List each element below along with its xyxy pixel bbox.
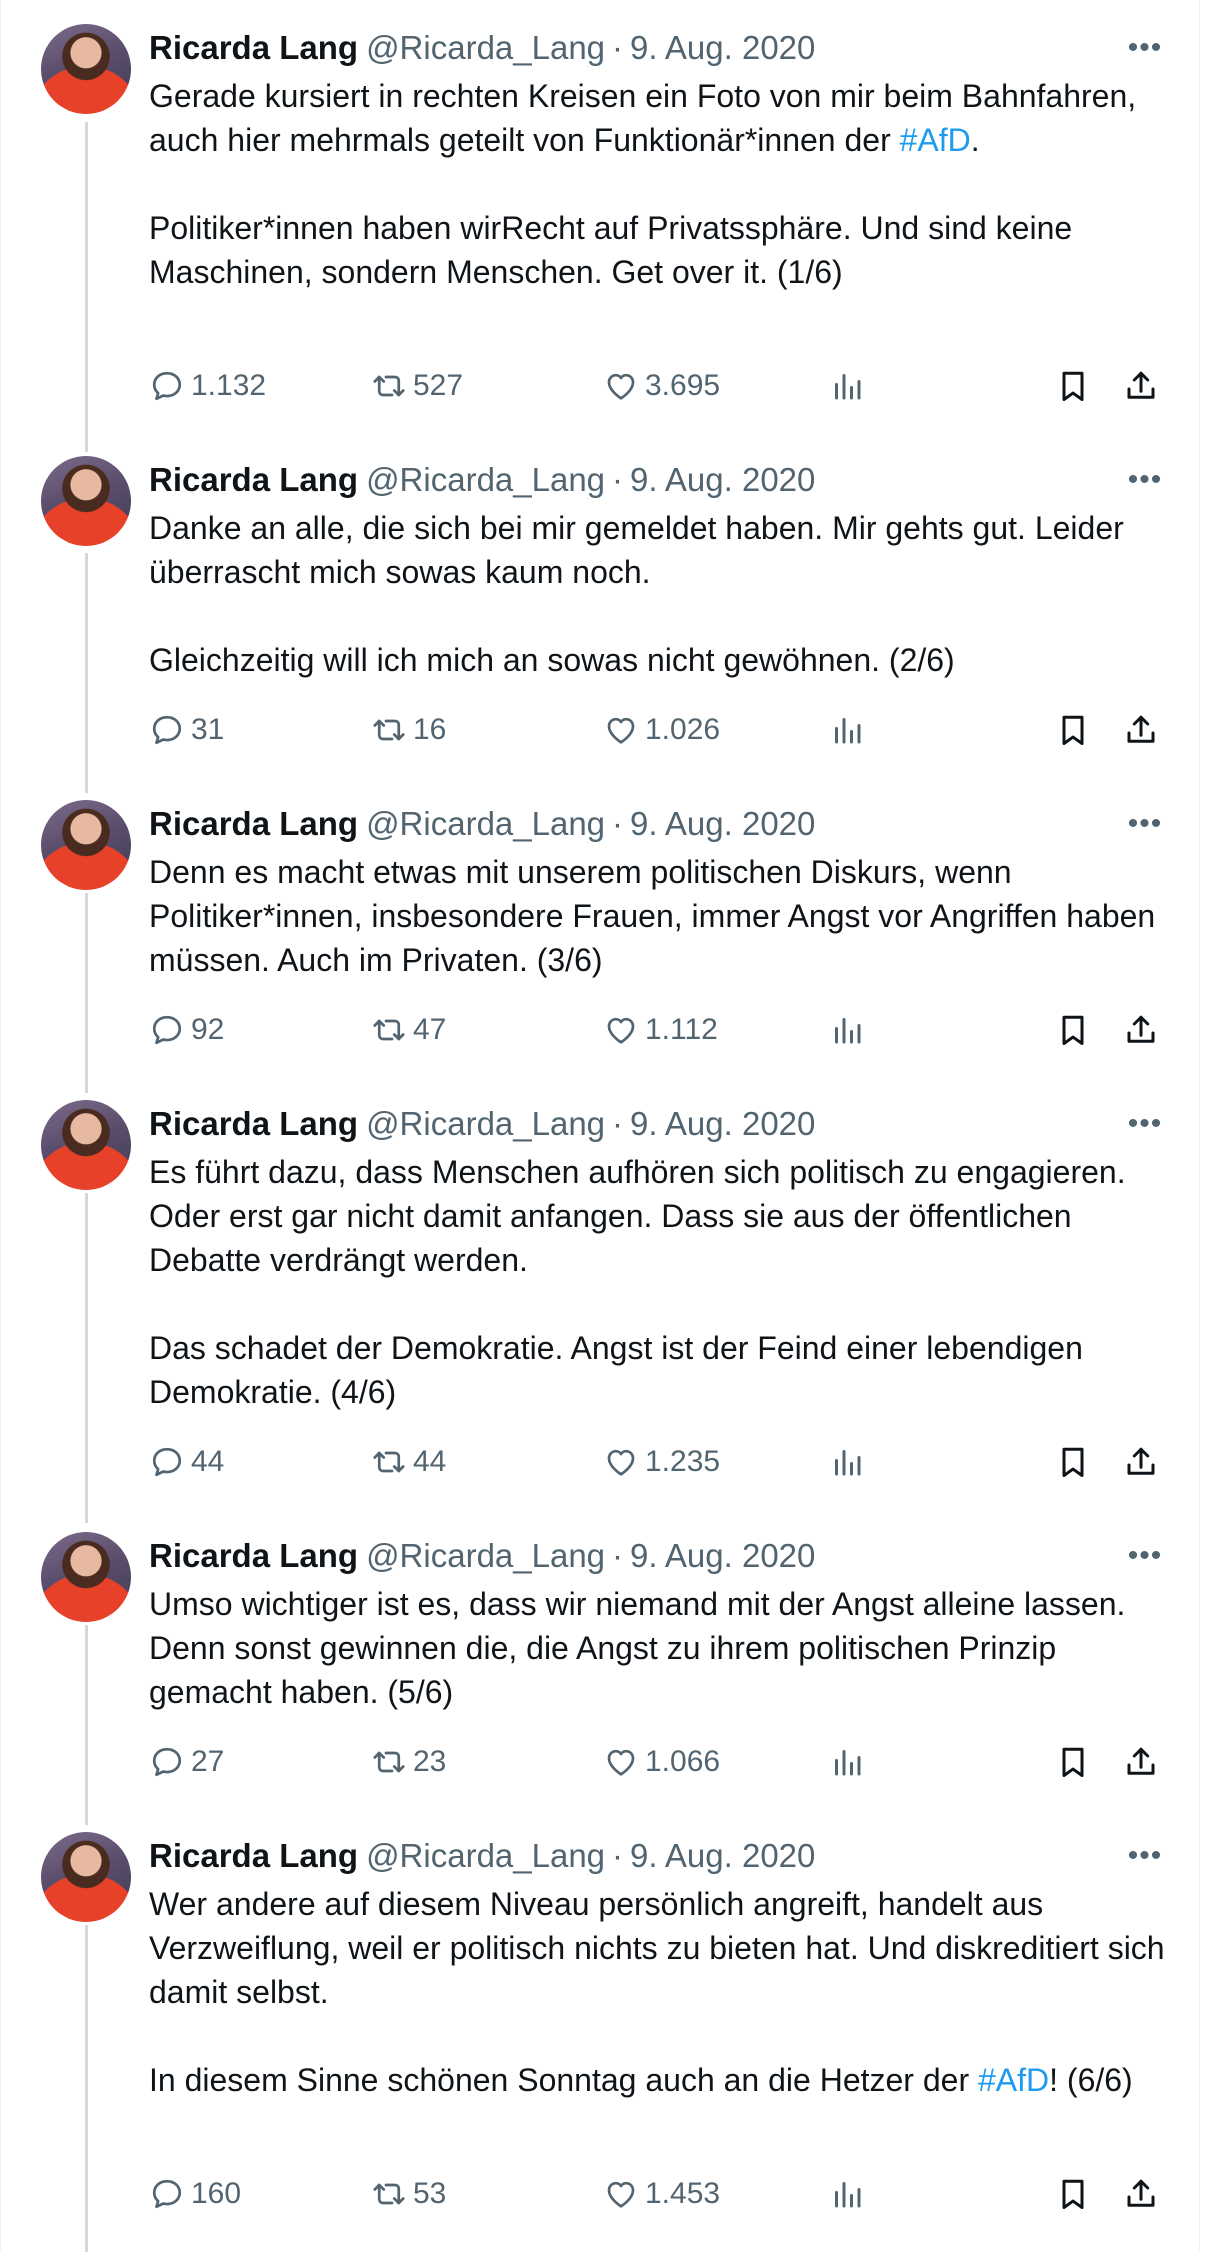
author-name[interactable]: Ricarda Lang [149,1105,359,1142]
like-button[interactable] [603,1440,720,1484]
bookmark-button[interactable] [1055,1008,1091,1052]
reply-icon [149,712,185,748]
tweet[interactable] [1,1808,1201,2252]
retweet-count: 23 [413,1745,447,1778]
tweet-header [149,1836,815,1876]
like-count: 1.066 [645,1745,721,1778]
more-icon[interactable]: ••• [1127,463,1163,496]
tweet-date[interactable]: 9. Aug. 2020 [630,1837,816,1874]
action-bar [149,708,1169,752]
views-icon [829,1012,865,1048]
action-bar [149,1440,1169,1484]
tweet-text [149,74,1169,294]
like-icon [603,712,639,748]
retweet-button[interactable] [371,1740,446,1784]
action-bar [149,2172,1169,2216]
tweet-text [149,506,1169,682]
like-count: 1.235 [645,1445,721,1478]
views-icon [829,712,865,748]
reply-count: 1.132 [191,369,267,402]
share-icon [1123,1744,1159,1780]
author-handle[interactable]: @Ricarda_Lang [366,1837,606,1874]
tweet-date[interactable]: 9. Aug. 2020 [630,805,816,842]
retweet-button[interactable] [371,708,446,752]
retweet-count: 44 [413,1445,447,1478]
hashtag-link[interactable]: #AfD [977,2062,1050,2098]
bookmark-icon [1055,712,1091,748]
tweet-paragraph: Denn es macht etwas mit unserem politischen Diskurs, wenn Politiker*innen, insbesondere Frauen, immer Angst vor Angriffen haben müssen. Auch im Privaten. (3/6) [149,854,1156,978]
like-icon [603,368,639,404]
tweet[interactable] [1,1076,1201,1508]
like-count: 1.453 [645,2177,721,2210]
reply-icon [149,1444,185,1480]
separator: · [612,1105,624,1142]
like-icon [603,1444,639,1480]
avatar[interactable] [41,456,131,546]
reply-button[interactable] [149,2172,241,2216]
reply-button[interactable] [149,1008,224,1052]
tweet-text [149,850,1169,982]
bookmark-button[interactable] [1055,1740,1091,1784]
retweet-icon [371,1012,407,1048]
reply-icon [149,1744,185,1780]
like-button[interactable] [603,708,720,752]
reply-icon [149,2176,185,2212]
bookmark-icon [1055,2176,1091,2212]
views-icon [829,1744,865,1780]
tweet-paragraph: Danke an alle, die sich bei mir gemeldet haben. Mir gehts gut. Leider überrascht mich sowas kaum noch. [149,510,1124,590]
retweet-icon [371,368,407,404]
tweet-text [149,1150,1169,1414]
more-icon[interactable]: ••• [1127,1539,1163,1572]
tweet-paragraph: Es führt dazu, dass Menschen aufhören sich politisch zu engagieren. Oder erst gar nicht damit anfangen. Dass sie aus der öffentlichen Debatte verdrängt werden. [149,1154,1126,1278]
separator: · [612,1537,624,1574]
views-icon [829,1444,865,1480]
separator: · [612,461,624,498]
like-button[interactable] [603,1740,720,1784]
tweet-text [149,1582,1169,1714]
tweet-header [149,1104,815,1144]
tweet-date[interactable]: 9. Aug. 2020 [630,29,816,66]
share-icon [1123,712,1159,748]
author-name[interactable]: Ricarda Lang [149,805,359,842]
tweet[interactable] [1,1508,1201,1808]
author-handle[interactable]: @Ricarda_Lang [366,1105,606,1142]
tweet-header [149,460,815,500]
separator: · [612,29,624,66]
tweet-paragraph: Das schadet der Demokratie. Angst ist der Feind einer lebendigen Demokratie. (4/6) [149,1330,1083,1410]
views-button[interactable] [829,1440,865,1484]
share-icon [1123,1444,1159,1480]
retweet-count: 16 [413,713,447,746]
reply-count: 44 [191,1445,225,1478]
views-button[interactable] [829,364,865,408]
tweet-text [149,1882,1169,2102]
author-name[interactable]: Ricarda Lang [149,461,359,498]
share-button[interactable] [1123,1740,1159,1784]
retweet-button[interactable] [371,1440,446,1484]
tweet-text-segment: ! (6/6) [1049,2062,1133,2098]
like-button[interactable] [603,364,720,408]
tweet-header [149,28,815,68]
tweet[interactable] [1,776,1201,1076]
share-icon [1123,2176,1159,2212]
like-count: 1.026 [645,713,721,746]
bookmark-button[interactable] [1055,2172,1091,2216]
author-name[interactable]: Ricarda Lang [149,1537,359,1574]
tweet-date[interactable]: 9. Aug. 2020 [630,461,816,498]
tweet-text-segment: . [970,122,980,158]
tweet-paragraph: Wer andere auf diesem Niveau persönlich angreift, handelt aus Verzweiflung, weil er politisch nichts zu bieten hat. Und diskreditiert sich damit selbst. [149,1886,1165,2010]
avatar[interactable] [41,1100,131,1190]
like-count: 1.112 [645,1013,718,1046]
reply-icon [149,368,185,404]
retweet-button[interactable] [371,364,463,408]
bookmark-icon [1055,368,1091,404]
reply-icon [149,1012,185,1048]
views-icon [829,368,865,404]
separator: · [612,805,624,842]
reply-button[interactable] [149,1740,224,1784]
tweet-text-segment: In diesem Sinne schönen Sonntag auch an die Hetzer der [149,2062,978,2098]
like-icon [603,1012,639,1048]
author-handle[interactable]: @Ricarda_Lang [366,461,606,498]
tweet-header [149,804,815,844]
reply-count: 31 [191,713,225,746]
avatar[interactable] [41,800,131,890]
tweet-header [149,1536,815,1576]
retweet-icon [371,712,407,748]
views-button[interactable] [829,708,865,752]
avatar[interactable] [41,24,131,114]
tweet-date[interactable]: 9. Aug. 2020 [630,1537,816,1574]
separator: · [612,1837,624,1874]
reply-count: 160 [191,2177,242,2210]
bookmark-button[interactable] [1055,708,1091,752]
action-bar [149,364,1169,408]
share-button[interactable] [1123,708,1159,752]
more-icon[interactable]: ••• [1127,807,1163,840]
bookmark-button[interactable] [1055,1440,1091,1484]
action-bar [149,1740,1169,1784]
hashtag-link[interactable]: #AfD [899,122,971,158]
author-handle[interactable]: @Ricarda_Lang [366,29,606,66]
share-button[interactable] [1123,2172,1159,2216]
share-button[interactable] [1123,364,1159,408]
reply-count: 27 [191,1745,225,1778]
like-count: 3.695 [645,369,721,402]
tweet-date[interactable]: 9. Aug. 2020 [630,1105,816,1142]
share-button[interactable] [1123,1008,1159,1052]
reply-button[interactable] [149,1440,224,1484]
author-name[interactable]: Ricarda Lang [149,29,359,66]
views-button[interactable] [829,1740,865,1784]
share-icon [1123,1012,1159,1048]
tweet-text-segment: Gerade kursiert in rechten Kreisen ein Foto von mir beim Bahnfahren, auch hier mehrmals geteilt von Funktionär*innen der [149,78,1137,158]
bookmark-icon [1055,1012,1091,1048]
tweet-paragraph: Gleichzeitig will ich mich an sowas nicht gewöhnen. (2/6) [149,642,955,678]
views-icon [829,2176,865,2212]
author-handle[interactable]: @Ricarda_Lang [366,805,606,842]
retweet-icon [371,2176,407,2212]
retweet-button[interactable] [371,2172,446,2216]
retweet-count: 527 [413,369,464,402]
reply-count: 92 [191,1013,225,1046]
tweet[interactable] [1,432,1201,776]
tweet-paragraph: Politiker*innen haben wirRecht auf Privatssphäre. Und sind keine Maschinen, sondern Menschen. Get over it. (1/6) [149,210,1073,290]
like-button[interactable] [603,1008,718,1052]
avatar[interactable] [41,1532,131,1622]
more-icon[interactable]: ••• [1127,1839,1163,1872]
views-button[interactable] [829,1008,865,1052]
bookmark-icon [1055,1444,1091,1480]
retweet-count: 53 [413,2177,447,2210]
more-icon[interactable]: ••• [1127,1107,1163,1140]
reply-button[interactable] [149,364,266,408]
share-icon [1123,368,1159,404]
like-button[interactable] [603,2172,720,2216]
views-button[interactable] [829,2172,865,2216]
retweet-count: 47 [413,1013,447,1046]
like-icon [603,1744,639,1780]
reply-button[interactable] [149,708,224,752]
tweet[interactable] [1,0,1201,432]
like-icon [603,2176,639,2212]
action-bar [149,1008,1169,1052]
share-button[interactable] [1123,1440,1159,1484]
retweet-icon [371,1744,407,1780]
retweet-icon [371,1444,407,1480]
author-handle[interactable]: @Ricarda_Lang [366,1537,606,1574]
bookmark-icon [1055,1744,1091,1780]
more-icon[interactable]: ••• [1127,31,1163,64]
avatar[interactable] [41,1832,131,1922]
retweet-button[interactable] [371,1008,446,1052]
author-name[interactable]: Ricarda Lang [149,1837,359,1874]
tweet-paragraph: Umso wichtiger ist es, dass wir niemand mit der Angst alleine lassen. Denn sonst gewinnen die, die Angst zu ihrem politischen Prinzip gemacht haben. (5/6) [149,1586,1126,1710]
bookmark-button[interactable] [1055,364,1091,408]
